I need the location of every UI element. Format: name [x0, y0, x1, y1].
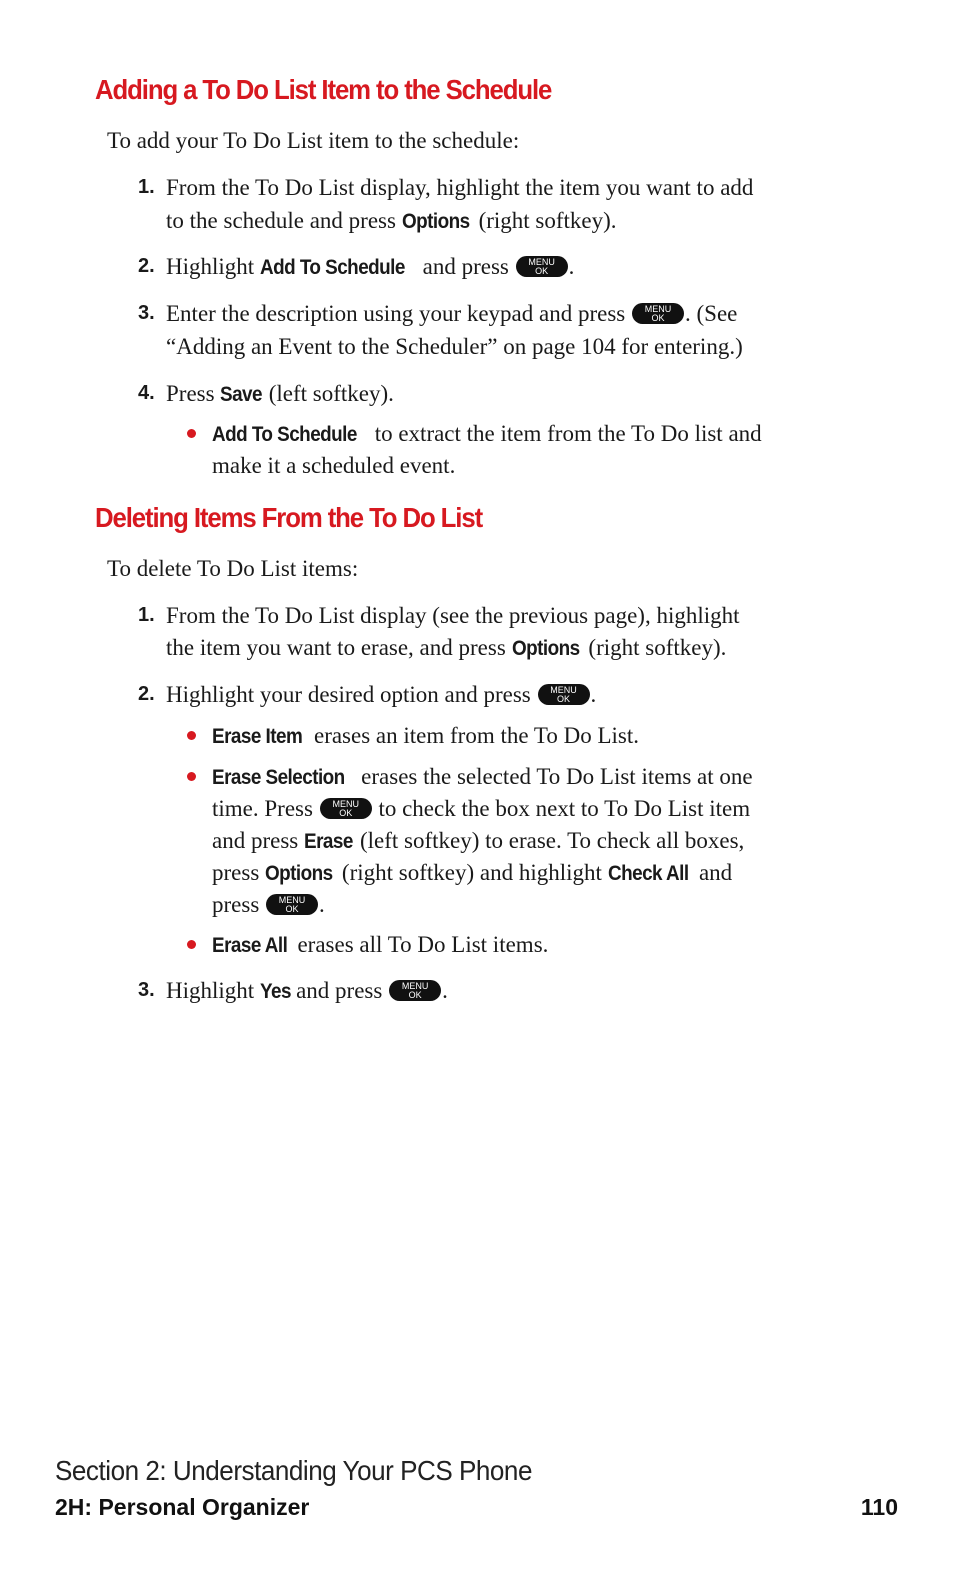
step-number: 1.: [138, 176, 155, 198]
bullet-text: press Options (right softkey) and highlight Check All and: [212, 856, 732, 890]
erase-all-label: Erase All: [212, 934, 288, 957]
step-number: 2.: [138, 683, 155, 705]
bullet-icon: [187, 731, 196, 740]
bullet-text: Erase Selection erases the selected To Do List items at one: [212, 760, 753, 794]
bullet-text: make it a scheduled event.: [212, 453, 456, 478]
footer-chapter-title: 2H: Personal Organizer: [55, 1494, 310, 1520]
bullet-icon: [187, 940, 196, 949]
step-number: 4.: [138, 382, 155, 404]
step-text: From the To Do List display, highlight the item you want to add: [166, 175, 754, 200]
menu-ok-key-icon: MENU OK: [389, 980, 441, 1001]
bullet-text: press MENU OK .: [212, 892, 325, 917]
bullet-text: time. Press MENU OK to check the box next to To Do List item: [212, 796, 751, 821]
page-number: 110: [860, 1494, 898, 1520]
step-number: 3.: [138, 979, 155, 1001]
bullet-icon: [187, 772, 196, 781]
menu-ok-key-icon: MENU OK: [266, 894, 318, 915]
step-text: Press Save (left softkey).: [166, 377, 394, 411]
menu-ok-key-icon: MENU OK: [632, 303, 684, 324]
step-text: “Adding an Event to the Scheduler” on page 104 for entering.): [166, 334, 743, 359]
bullet-text: Add To Schedule to extract the item from the To Do list and: [212, 417, 762, 451]
step-text: to the schedule and press Options (right softkey).: [166, 204, 617, 238]
step-text: the item you want to erase, and press Options (right softkey).: [166, 631, 726, 665]
step-text: From the To Do List display (see the previous page), highlight: [166, 603, 740, 628]
options-label: Options: [401, 210, 470, 233]
step-text: Highlight Add To Schedule and press MENU OK .: [166, 250, 574, 284]
bullet-icon: [187, 429, 196, 438]
step-number: 1.: [138, 604, 155, 626]
step-text: Highlight your desired option and press MENU OK .: [166, 682, 597, 707]
intro-text: To add your To Do List item to the schedule:: [107, 128, 520, 153]
bullet-text: and press Erase (left softkey) to erase. To check all boxes,: [212, 824, 744, 858]
menu-ok-key-icon: MENU OK: [538, 684, 590, 705]
section-heading-add-to-schedule: Adding a To Do List Item to the Schedule: [95, 74, 552, 105]
erase-item-label: Erase Item: [212, 725, 303, 748]
erase-selection-label: Erase Selection: [212, 766, 345, 789]
step-text: Enter the description using your keypad and press MENU OK . (See: [166, 301, 738, 326]
step-text: Highlight Yes and press MENU OK .: [166, 974, 448, 1008]
footer-section-title: Section 2: Understanding Your PCS Phone: [55, 1455, 532, 1486]
bullet-text: Erase Item erases an item from the To Do List.: [212, 719, 639, 753]
add-to-schedule-label: Add To Schedule: [212, 423, 357, 446]
check-all-label: Check All: [607, 862, 689, 885]
intro-text: To delete To Do List items:: [107, 556, 359, 581]
section-heading-delete-items: Deleting Items From the To Do List: [95, 502, 483, 533]
options-label: Options: [511, 637, 580, 660]
step-number: 3.: [138, 302, 155, 324]
add-to-schedule-label: Add To Schedule: [259, 256, 405, 279]
yes-label: Yes: [259, 980, 291, 1003]
step-number: 2.: [138, 255, 155, 277]
bullet-text: Erase All erases all To Do List items.: [212, 928, 548, 962]
menu-ok-key-icon: MENU OK: [320, 798, 372, 819]
save-label: Save: [220, 383, 263, 406]
menu-ok-key-icon: MENU OK: [516, 256, 568, 277]
options-label: Options: [265, 862, 333, 885]
erase-label: Erase: [303, 830, 353, 853]
